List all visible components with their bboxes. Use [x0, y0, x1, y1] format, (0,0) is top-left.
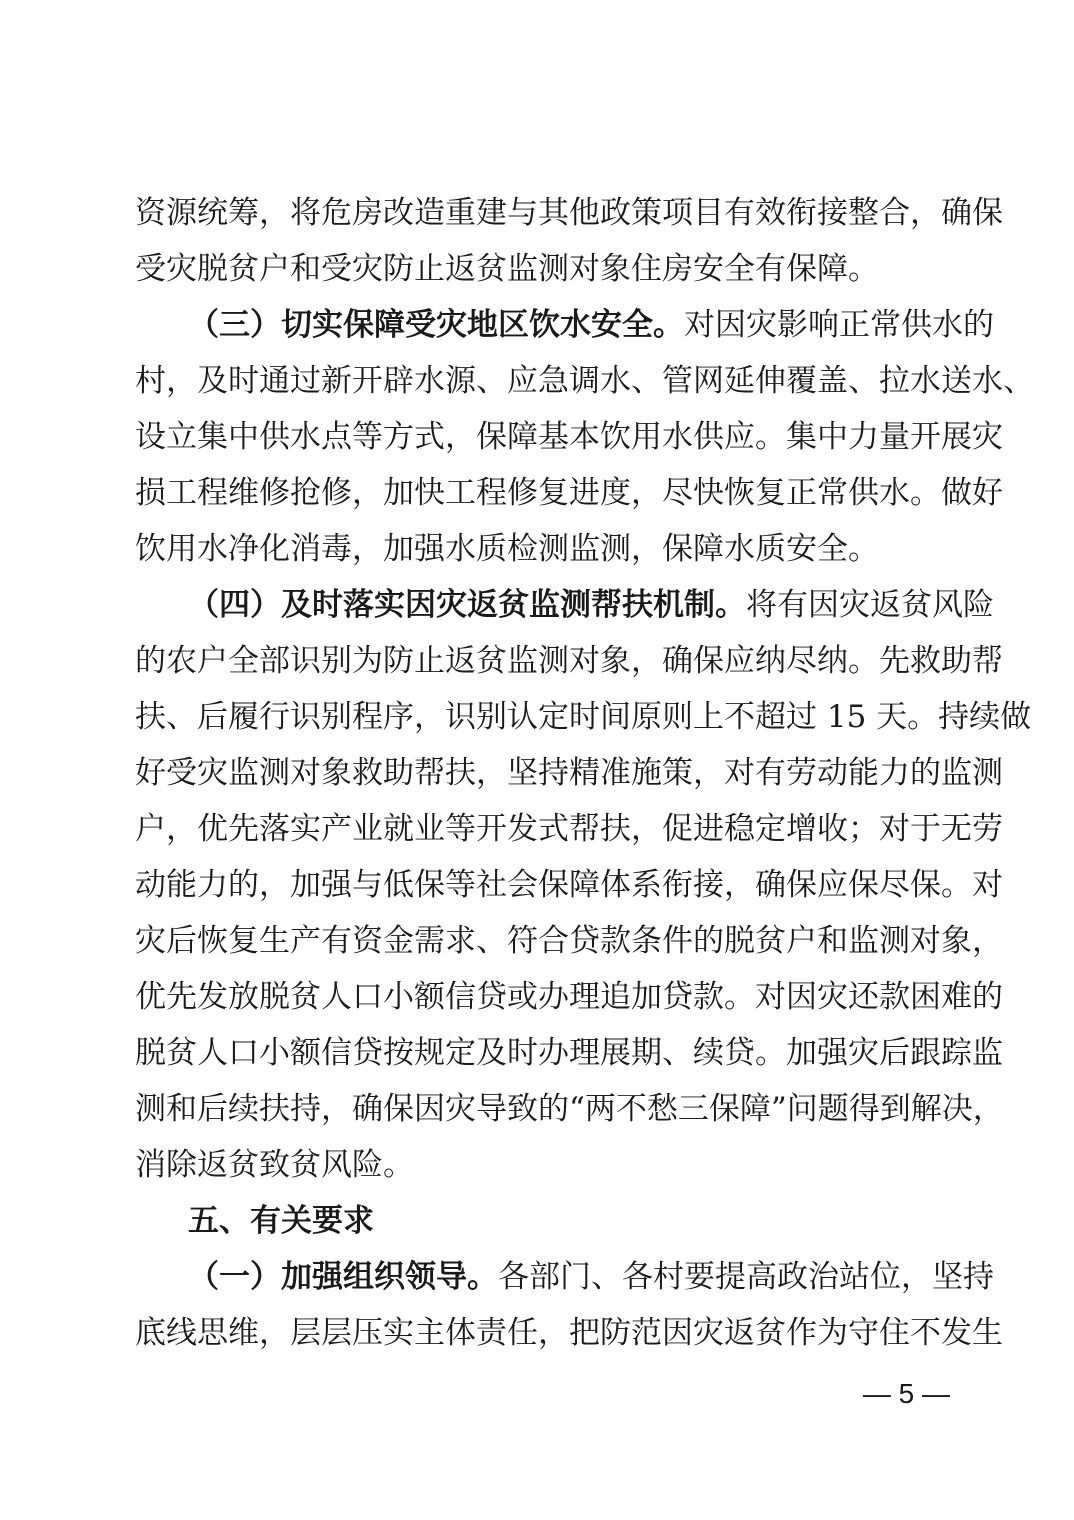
- paragraph-line: 脱贫人口小额信贷按规定及时办理展期、续贷。加强灾后跟踪监: [135, 1035, 1003, 1071]
- paragraph-line: 村，及时通过新开辟水源、应急调水、管网延伸覆盖、拉水送水、: [135, 363, 1034, 399]
- paragraph-line: [188, 577, 994, 633]
- paragraph-text: 对因灾影响正常供水的: [684, 307, 994, 343]
- section-heading: 五、有关要求: [188, 1203, 374, 1239]
- subsection-heading: （四）及时落实因灾返贫监测帮扶机制。: [188, 587, 746, 623]
- paragraph-text: 将有因灾返贫风险: [746, 587, 994, 623]
- subsection-heading: （三）切实保障受灾地区饮水安全。: [188, 307, 684, 343]
- page-number: — 5 —: [862, 1378, 950, 1409]
- paragraph-line: 扶、后履行识别程序，识别认定时间原则上不超过 15 天。持续做: [135, 699, 1032, 735]
- paragraph-text: 各部门、各村要提高政治站位，坚持: [498, 1259, 994, 1295]
- paragraph-line: 灾后恢复生产有资金需求、符合贷款条件的脱贫户和监测对象，: [135, 923, 1003, 959]
- paragraph-line: 资源统筹，将危房改造重建与其他政策项目有效衔接整合，确保: [135, 195, 1003, 231]
- paragraph-line: 消除返贫致贫风险。: [135, 1147, 414, 1183]
- paragraph-line: 好受灾监测对象救助帮扶，坚持精准施策，对有劳动能力的监测: [135, 755, 1003, 791]
- paragraph-line: 损工程维修抢修，加快工程修复进度，尽快恢复正常供水。做好: [135, 475, 1003, 511]
- paragraph-line: 优先发放脱贫人口小额信贷或办理追加贷款。对因灾还款困难的: [135, 979, 1003, 1015]
- paragraph-line: 设立集中供水点等方式，保障基本饮用水供应。集中力量开展灾: [135, 419, 1003, 455]
- subsection-heading: （一）加强组织领导。: [188, 1259, 498, 1295]
- paragraph-line: 饮用水净化消毒，加强水质检测监测，保障水质安全。: [135, 531, 879, 567]
- paragraph-line: 测和后续扶持，确保因灾导致的“两不愁三保障”问题得到解决，: [135, 1091, 1004, 1127]
- paragraph-line: 的农户全部识别为防止返贫监测对象，确保应纳尽纳。先救助帮: [135, 643, 1003, 679]
- paragraph-line: 底线思维，层层压实主体责任，把防范因灾返贫作为守住不发生: [135, 1315, 1003, 1351]
- paragraph-line: [188, 297, 994, 353]
- paragraph-line: 户，优先落实产业就业等开发式帮扶，促进稳定增收；对于无劳: [135, 811, 1003, 847]
- paragraph-line: 动能力的，加强与低保等社会保障体系衔接，确保应保尽保。对: [135, 867, 1003, 903]
- paragraph-line: 受灾脱贫户和受灾防止返贫监测对象住房安全有保障。: [135, 251, 879, 287]
- paragraph-line: [188, 1249, 994, 1305]
